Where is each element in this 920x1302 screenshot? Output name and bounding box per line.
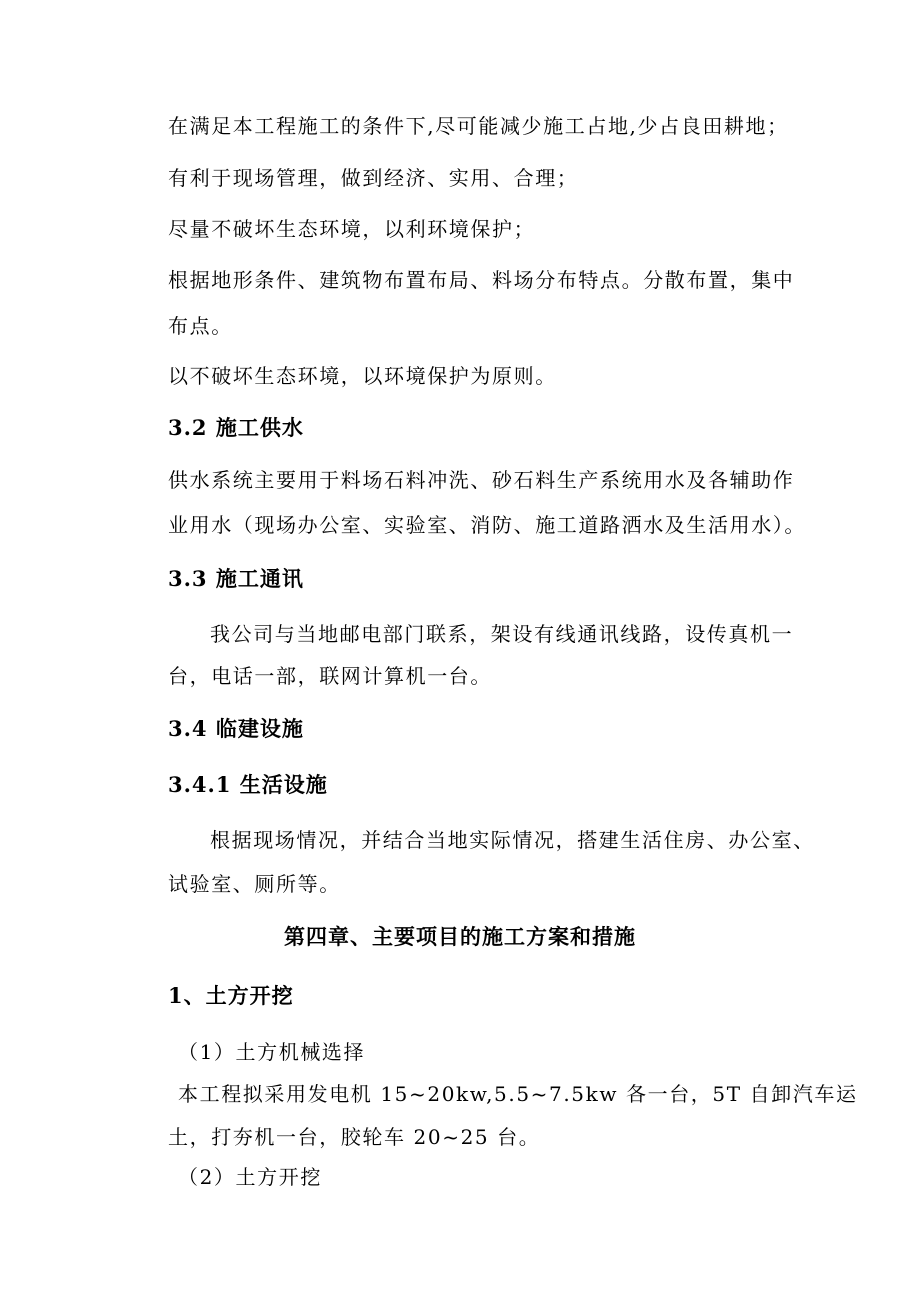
- list-item: （1）土方机械选择: [178, 1040, 366, 1064]
- paragraph-line: 我公司与当地邮电部门联系，架设有线通讯线路，设传真机一: [210, 622, 794, 646]
- section-heading-3-4-1: 3.4.1 生活设施: [168, 772, 328, 797]
- paragraph-line: 业用水（现场办公室、实验室、消防、施工道路洒水及生活用水）。: [168, 513, 806, 537]
- paragraph-line: 供水系统主要用于料场石料冲洗、砂石料生产系统用水及各辅助作: [168, 468, 795, 492]
- section-heading-3-4: 3.4 临建设施: [168, 716, 304, 741]
- paragraph-line: 根据地形条件、建筑物布置布局、料场分布特点。分散布置，集中: [168, 268, 795, 292]
- paragraph-line: 有利于现场管理，做到经济、实用、合理；: [168, 166, 579, 190]
- section-heading-earthwork: 1、土方开挖: [168, 983, 294, 1008]
- paragraph-line: 台，电话一部，联网计算机一台。: [168, 664, 492, 688]
- chapter-title: 第四章、主要项目的施工方案和措施: [284, 924, 636, 949]
- paragraph-line: 布点。: [168, 314, 233, 338]
- paragraph-line: 以不破坏生态环境，以环境保护为原则。: [168, 364, 557, 388]
- paragraph-line: 尽量不破坏生态环境，以利环境保护；: [168, 217, 536, 241]
- paragraph-line: 本工程拟采用发电机 15~20kw,5.5~7.5kw 各一台，5T 自卸汽车运: [178, 1082, 858, 1106]
- paragraph-line: 试验室、厕所等。: [168, 872, 341, 896]
- section-heading-3-2: 3.2 施工供水: [168, 415, 304, 440]
- paragraph-line: 土，打夯机一台，胶轮车 20~25 台。: [168, 1125, 541, 1149]
- list-item: （2）土方开挖: [178, 1165, 322, 1189]
- paragraph-line: 根据现场情况，并结合当地实际情况，搭建生活住房、办公室、: [210, 828, 815, 852]
- section-heading-3-3: 3.3 施工通讯: [168, 566, 304, 591]
- paragraph-line: 在满足本工程施工的条件下,尽可能减少施工占地,少占良田耕地；: [168, 114, 789, 138]
